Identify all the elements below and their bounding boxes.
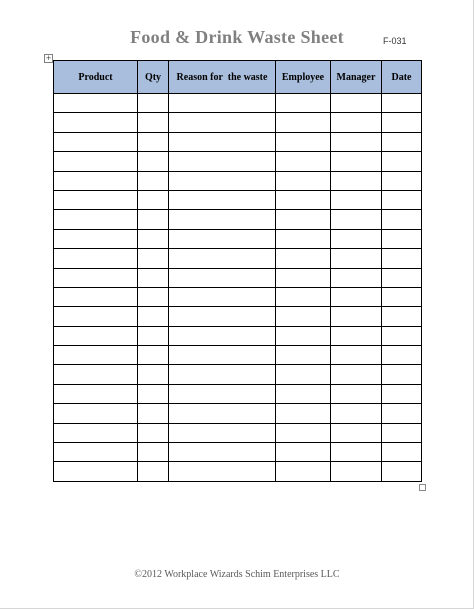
table-cell[interactable] [169, 94, 276, 113]
table-cell[interactable] [382, 384, 422, 403]
document-title: Food & Drink Waste Sheet [130, 27, 344, 47]
table-cell[interactable] [169, 365, 276, 384]
table-cell[interactable] [54, 365, 138, 384]
table-header [54, 61, 422, 94]
table-cell[interactable] [138, 171, 169, 190]
table-row [54, 171, 422, 190]
copyright-footer: ©2012 Workplace Wizards Schim Enterprises LLC [134, 569, 340, 580]
table-cell[interactable] [331, 190, 382, 209]
table-cell[interactable] [382, 307, 422, 326]
table-cell[interactable] [138, 287, 169, 306]
table-cell[interactable] [331, 171, 382, 190]
table-cell[interactable] [169, 113, 276, 132]
table-row [54, 365, 422, 384]
table-row [54, 190, 422, 209]
table-cell[interactable] [276, 287, 331, 306]
table-cell[interactable] [169, 132, 276, 151]
table-cell[interactable] [276, 346, 331, 365]
table-row [54, 268, 422, 287]
table-cell[interactable] [54, 268, 138, 287]
column-header: Product [54, 61, 138, 94]
table-cell[interactable] [169, 171, 276, 190]
table-cell[interactable] [382, 113, 422, 132]
table-cell[interactable] [138, 462, 169, 481]
table-cell[interactable] [138, 404, 169, 423]
column-header: Employee [276, 61, 331, 94]
table-cell[interactable] [54, 94, 138, 113]
waste-log-table [53, 60, 422, 482]
table-row [54, 94, 422, 113]
table-cell[interactable] [331, 384, 382, 403]
table-row [54, 307, 422, 326]
table-row [54, 152, 422, 171]
table-cell[interactable] [331, 423, 382, 442]
table-cell[interactable] [54, 113, 138, 132]
table-cell[interactable] [169, 346, 276, 365]
table-cell[interactable] [54, 229, 138, 248]
table-cell[interactable] [54, 210, 138, 229]
table-cell[interactable] [382, 229, 422, 248]
table-cell[interactable] [382, 365, 422, 384]
table-cell[interactable] [54, 346, 138, 365]
table-cell[interactable] [169, 384, 276, 403]
header-row [54, 61, 422, 94]
table-cell[interactable] [276, 113, 331, 132]
table-cell[interactable] [169, 287, 276, 306]
table-cell[interactable] [276, 94, 331, 113]
table-cell[interactable] [138, 326, 169, 345]
table-cell[interactable] [138, 113, 169, 132]
table-cell[interactable] [331, 113, 382, 132]
table-cell[interactable] [138, 229, 169, 248]
table-cell[interactable] [331, 307, 382, 326]
table-cell[interactable] [382, 287, 422, 306]
table-cell[interactable] [331, 462, 382, 481]
table-cell[interactable] [276, 423, 331, 442]
table-cell[interactable] [276, 132, 331, 151]
table-cell[interactable] [169, 268, 276, 287]
table-cell[interactable] [138, 423, 169, 442]
table-cell[interactable] [169, 152, 276, 171]
table-body [54, 94, 422, 482]
table-cell[interactable] [138, 365, 169, 384]
table-cell[interactable] [382, 404, 422, 423]
table-row [54, 404, 422, 423]
table-cell[interactable] [169, 210, 276, 229]
table-cell[interactable] [331, 94, 382, 113]
table-cell[interactable] [331, 326, 382, 345]
table-cell[interactable] [331, 287, 382, 306]
table-cell[interactable] [169, 249, 276, 268]
table-cell[interactable] [169, 462, 276, 481]
column-header: Qty [138, 61, 169, 94]
table-cell[interactable] [382, 171, 422, 190]
table-cell[interactable] [138, 210, 169, 229]
table-row [54, 443, 422, 462]
table-cell[interactable] [331, 346, 382, 365]
table-cell[interactable] [54, 443, 138, 462]
column-header: Reason for the waste [169, 61, 276, 94]
column-header: Manager [331, 61, 382, 94]
table-cell[interactable] [138, 249, 169, 268]
table-cell[interactable] [138, 268, 169, 287]
table-cell[interactable] [169, 404, 276, 423]
table-cell[interactable] [54, 152, 138, 171]
table-cell[interactable] [169, 307, 276, 326]
table-cell[interactable] [276, 171, 331, 190]
column-header: Date [382, 61, 422, 94]
table-cell[interactable] [276, 210, 331, 229]
table-cell[interactable] [276, 229, 331, 248]
table-row [54, 384, 422, 403]
table-row [54, 132, 422, 151]
table-cell[interactable] [138, 443, 169, 462]
table-cell[interactable] [276, 268, 331, 287]
table-cell[interactable] [169, 229, 276, 248]
table-cell[interactable] [331, 443, 382, 462]
table-cell[interactable] [382, 423, 422, 442]
table-cell[interactable] [331, 268, 382, 287]
table-cell[interactable] [138, 190, 169, 209]
table-cell[interactable] [276, 152, 331, 171]
table-row [54, 113, 422, 132]
table-row [54, 249, 422, 268]
table-cell[interactable] [54, 249, 138, 268]
table-cell[interactable] [331, 229, 382, 248]
table-row [54, 462, 422, 481]
table-cell[interactable] [382, 249, 422, 268]
table-cell[interactable] [382, 94, 422, 113]
table-cell[interactable] [169, 326, 276, 345]
table-cell[interactable] [54, 423, 138, 442]
table-cell[interactable] [169, 423, 276, 442]
table-cell[interactable] [331, 152, 382, 171]
table-cell[interactable] [276, 384, 331, 403]
table-row [54, 326, 422, 345]
table-cell[interactable] [54, 384, 138, 403]
table-cell[interactable] [138, 152, 169, 171]
table-cell[interactable] [331, 404, 382, 423]
table-cell[interactable] [54, 326, 138, 345]
table-cell[interactable] [54, 190, 138, 209]
table-cell[interactable] [138, 384, 169, 403]
table-cell[interactable] [276, 462, 331, 481]
table-row [54, 229, 422, 248]
table-row [54, 287, 422, 306]
table-cell[interactable] [54, 307, 138, 326]
table-cell[interactable] [54, 132, 138, 151]
table-cell[interactable] [331, 132, 382, 151]
table-cell[interactable] [276, 326, 331, 345]
table-cell[interactable] [382, 210, 422, 229]
table-cell[interactable] [138, 307, 169, 326]
table-cell[interactable] [382, 132, 422, 151]
form-code: F-031 [383, 36, 407, 46]
table-cell[interactable] [138, 94, 169, 113]
table-cell[interactable] [382, 346, 422, 365]
resize-square-icon[interactable] [419, 484, 426, 491]
table-row [54, 346, 422, 365]
table-row [54, 210, 422, 229]
table-cell[interactable] [276, 190, 331, 209]
table-cell[interactable] [331, 249, 382, 268]
table-cell[interactable] [54, 287, 138, 306]
table-cell[interactable] [382, 326, 422, 345]
table-cell[interactable] [331, 365, 382, 384]
table-row [54, 423, 422, 442]
table-cell[interactable] [276, 365, 331, 384]
table-cell[interactable] [382, 152, 422, 171]
table-cell[interactable] [276, 443, 331, 462]
table-cell[interactable] [276, 404, 331, 423]
table-cell[interactable] [169, 190, 276, 209]
table-cell[interactable] [169, 443, 276, 462]
table-cell[interactable] [54, 462, 138, 481]
table-cell[interactable] [382, 190, 422, 209]
move-cross-icon[interactable]: + [45, 54, 52, 62]
table-cell[interactable] [138, 132, 169, 151]
table-cell[interactable] [138, 346, 169, 365]
table-cell[interactable] [382, 268, 422, 287]
table-cell[interactable] [331, 210, 382, 229]
table-cell[interactable] [276, 307, 331, 326]
table-cell[interactable] [382, 443, 422, 462]
table-cell[interactable] [276, 249, 331, 268]
table-cell[interactable] [382, 462, 422, 481]
table-cell[interactable] [54, 404, 138, 423]
table-cell[interactable] [54, 171, 138, 190]
